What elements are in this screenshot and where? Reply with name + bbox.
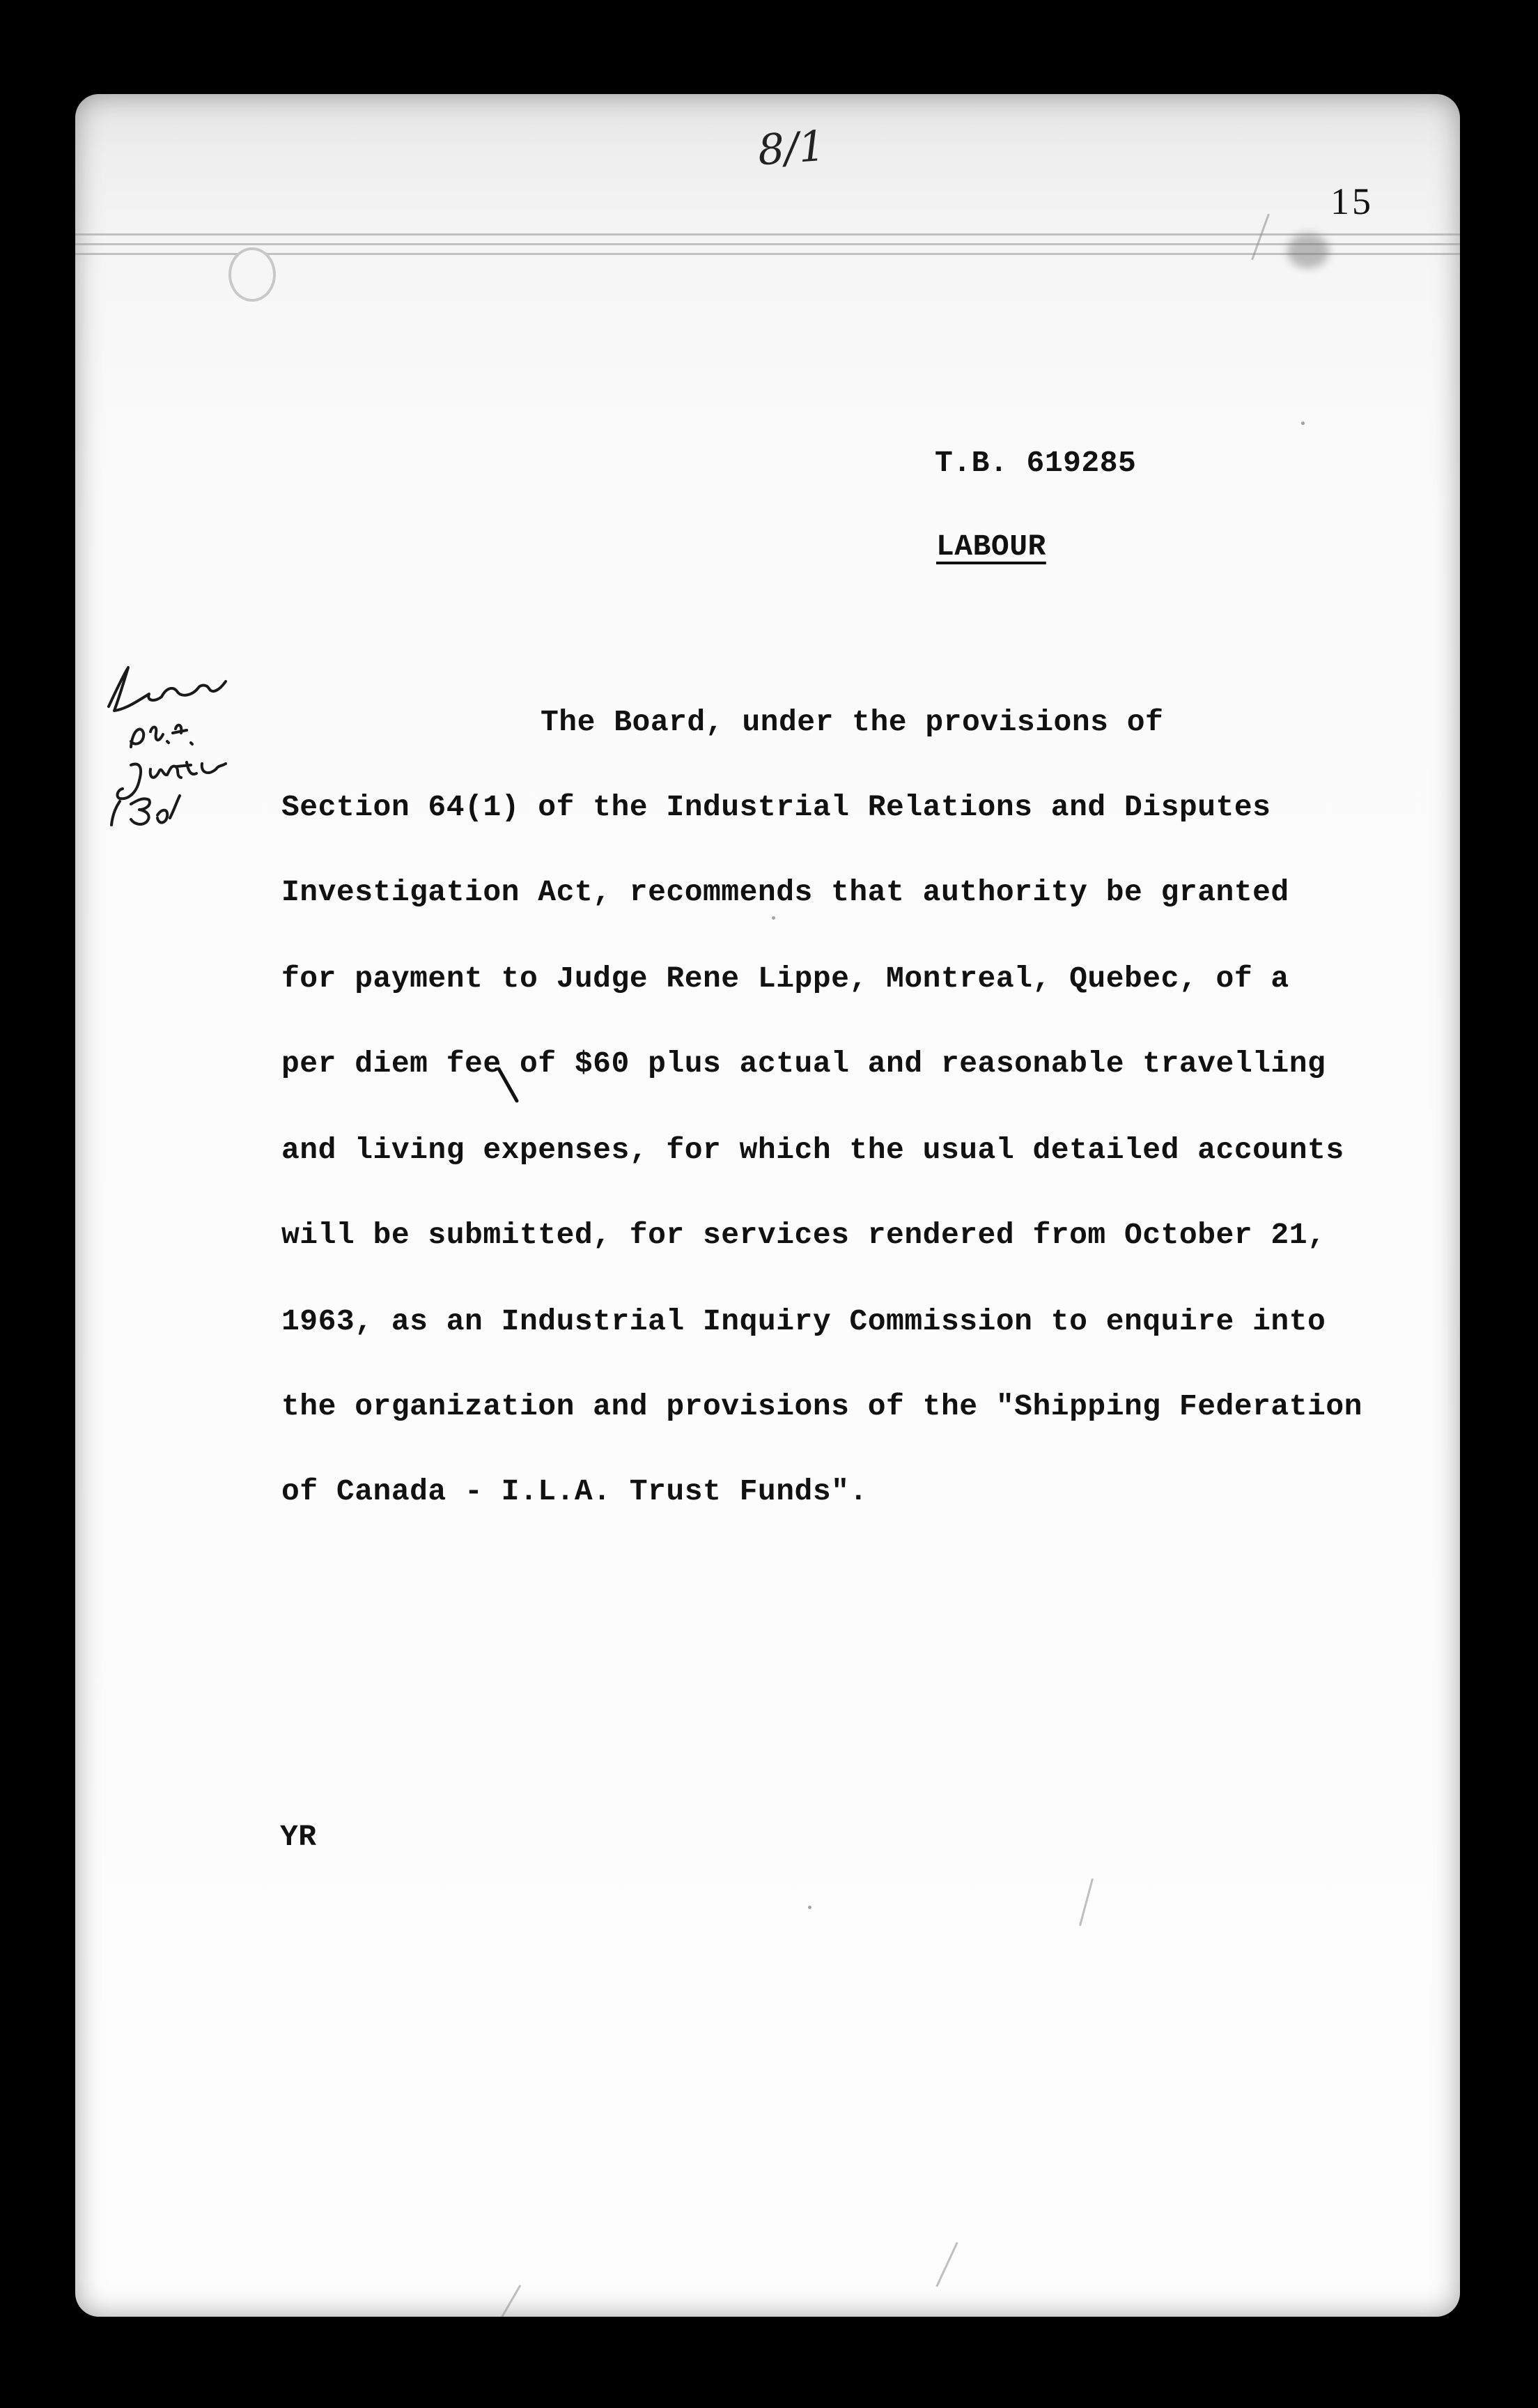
handwriting-scribble — [89, 661, 242, 835]
dust-speck — [808, 1906, 811, 1909]
ruled-line — [75, 233, 1460, 236]
page-number: 15 — [1330, 180, 1374, 222]
tick-mark — [496, 1066, 522, 1105]
body-line: Section 64(1) of the Industrial Relations and Disputes — [281, 790, 1271, 824]
folio-mark: 8/1 — [756, 121, 827, 176]
body-line: The Board, under the provisions of — [541, 705, 1164, 739]
body-line: and living expenses, for which the usual detailed accounts — [281, 1133, 1344, 1167]
body-line: the organization and provisions of the "Shipping Federation — [281, 1389, 1362, 1423]
reference-number: T.B. 619285 — [935, 446, 1137, 480]
paper-sheet — [75, 94, 1460, 2317]
smudge-mark — [1287, 233, 1329, 268]
body-line: of Canada - I.L.A. Trust Funds". — [281, 1474, 868, 1508]
dust-speck — [772, 916, 775, 920]
scratch-mark — [495, 2285, 522, 2317]
body-line: 1963, as an Industrial Inquiry Commission to enquire into — [281, 1304, 1326, 1338]
scratch-mark — [935, 2242, 958, 2287]
ruled-line — [75, 243, 1460, 245]
body-line: for payment to Judge Rene Lippe, Montreal, Quebec, of a — [281, 962, 1289, 996]
pencil-tick — [496, 1066, 522, 1105]
body-line: per diem fee of $60 plus actual and reasonable travelling — [281, 1047, 1326, 1081]
punch-hole — [228, 247, 276, 302]
scratch-mark — [1079, 1878, 1094, 1926]
typist-initials: YR — [280, 1820, 317, 1854]
handwritten-margin-note — [89, 661, 242, 835]
dust-speck — [1301, 422, 1305, 425]
body-line: will be submitted, for services rendered from October 21, — [281, 1218, 1326, 1252]
department-heading: LABOUR — [936, 530, 1046, 564]
body-line: Investigation Act, recommends that authority be granted — [281, 875, 1289, 909]
